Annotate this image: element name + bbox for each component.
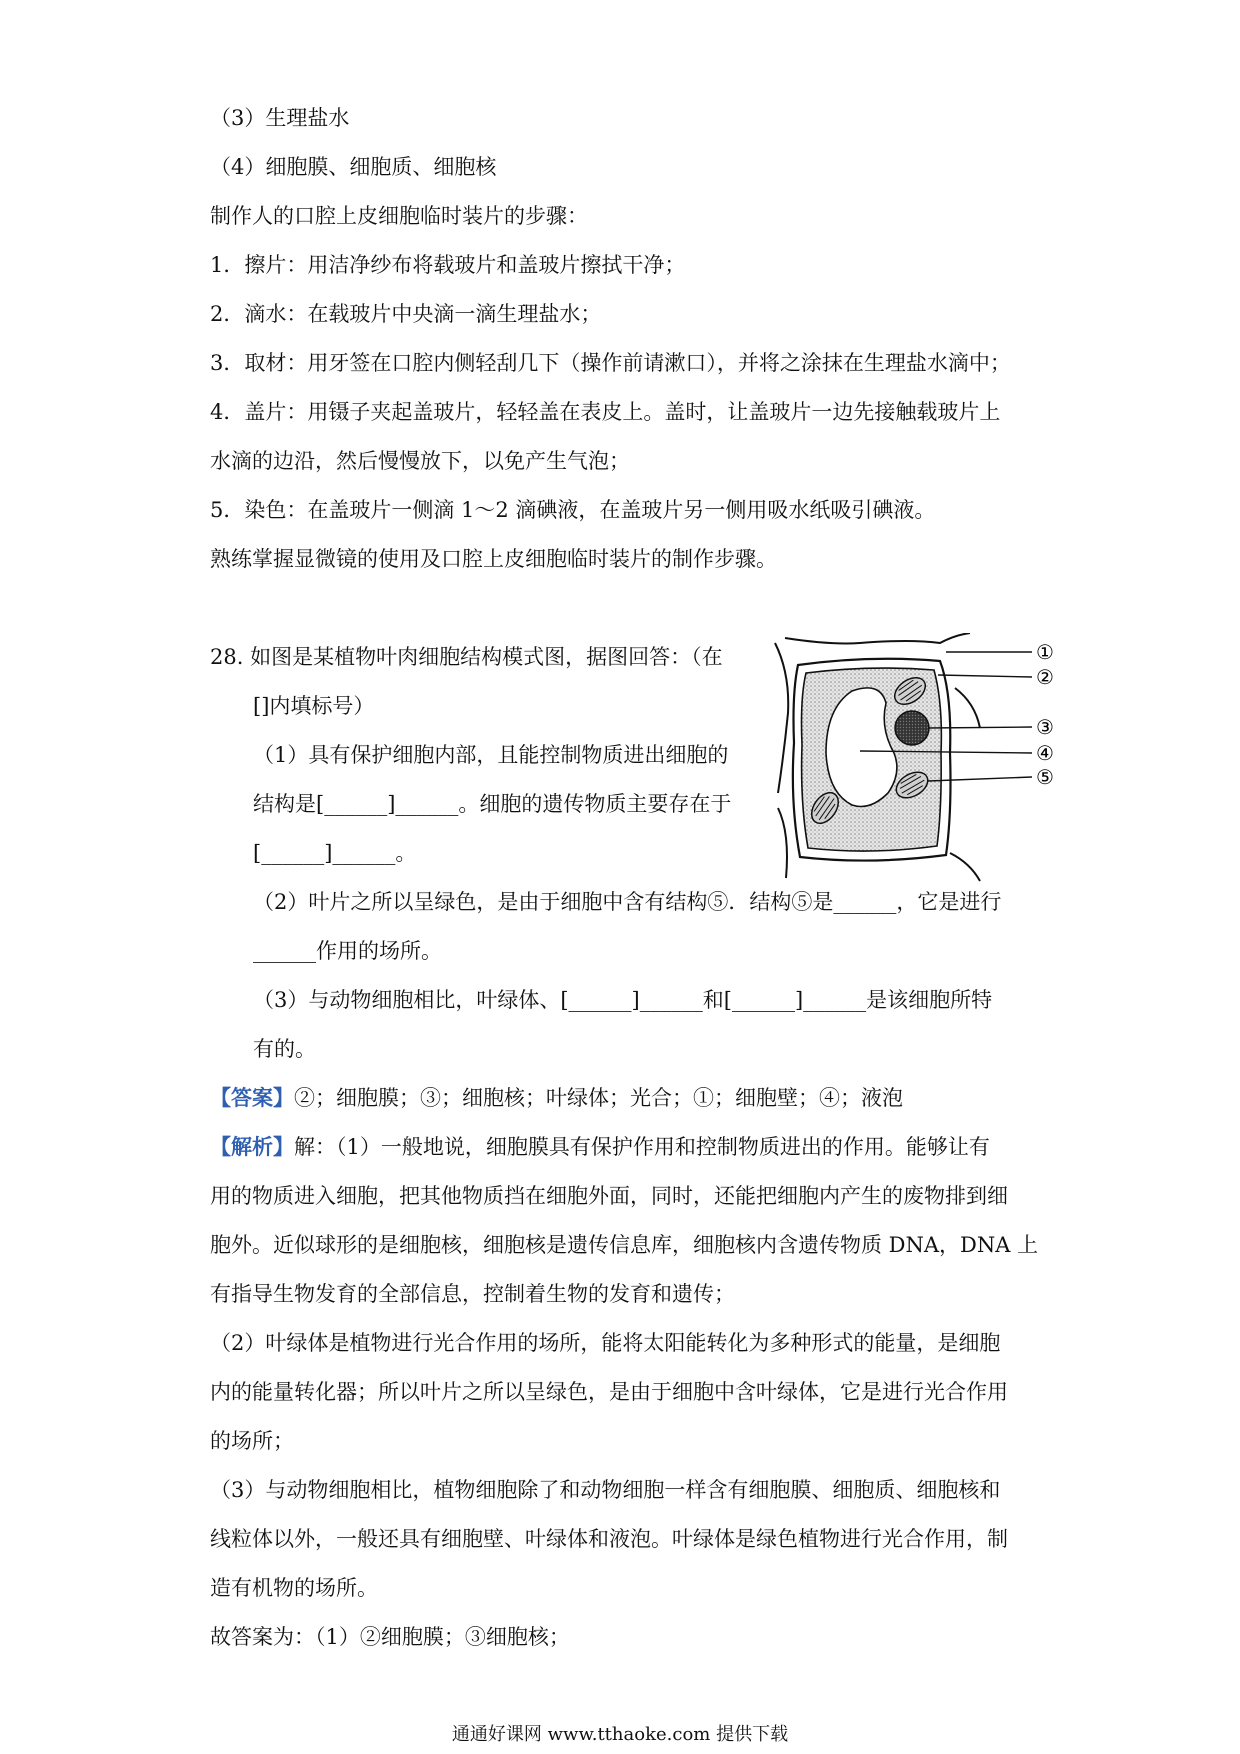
text-line: 熟练掌握显微镜的使用及口腔上皮细胞临时装片的制作步骤。 [210, 547, 777, 571]
question-line: （2）叶片之所以呈绿色，是由于细胞中含有结构⑤．结构⑤是______，它是进行 [253, 890, 1002, 914]
analysis-line: 造有机物的场所。 [210, 1576, 378, 1600]
text-line: 制作人的口腔上皮细胞临时装片的步骤： [210, 204, 588, 228]
text-line: 5．染色：在盖玻片一侧滴 1～2 滴碘液，在盖玻片另一侧用吸水纸吸引碘液。 [210, 498, 936, 522]
analysis-line: 的场所； [210, 1429, 294, 1453]
neighbor-cell-wall [950, 853, 980, 881]
analysis-line: 有指导生物发育的全部信息，控制着生物的发育和遗传； [210, 1282, 735, 1306]
question-line: 结构是[______]______。细胞的遗传物质主要存在于 [253, 792, 732, 816]
nucleus [895, 711, 929, 745]
text-line: （3）生理盐水 [210, 106, 350, 130]
analysis-line: 故答案为：（1）②细胞膜；③细胞核； [210, 1625, 570, 1649]
answer-text: ②；细胞膜；③；细胞核；叶绿体；光合；①；细胞壁；④；液泡 [294, 1086, 903, 1110]
question-line: ______作用的场所。 [253, 939, 442, 963]
answer-tag: 【答案】 [210, 1085, 294, 1110]
plant-cell-diagram [770, 633, 1070, 883]
text-line: （4）细胞膜、细胞质、细胞核 [210, 155, 497, 179]
answer-line [210, 1083, 903, 1113]
label-3: ③ [1036, 715, 1054, 739]
leader-line [928, 727, 1032, 728]
analysis-line [210, 1132, 990, 1162]
question-line: []内填标号） [253, 694, 375, 718]
question-line: （3）与动物细胞相比，叶绿体、[______]______和[______]______是该细胞所特 [253, 988, 993, 1012]
neighbor-cell-wall [955, 688, 980, 728]
question-line: （1）具有保护细胞内部，且能控制物质进出细胞的 [253, 743, 729, 767]
text-line: 4．盖片：用镊子夹起盖玻片，轻轻盖在表皮上。盖时，让盖玻片一边先接触载玻片上 [210, 400, 1001, 424]
analysis-line: 内的能量转化器；所以叶片之所以呈绿色，是由于细胞中含叶绿体，它是进行光合作用 [210, 1380, 1008, 1404]
analysis-line: （3）与动物细胞相比，植物细胞除了和动物细胞一样含有细胞膜、细胞质、细胞核和 [210, 1478, 1001, 1502]
label-4: ④ [1036, 741, 1054, 765]
label-2: ② [1036, 665, 1054, 689]
text-line: 水滴的边沿，然后慢慢放下，以免产生气泡； [210, 449, 630, 473]
neighbor-cell-wall [775, 643, 788, 793]
text-line: 1．擦片：用洁净纱布将载玻片和盖玻片擦拭干净； [210, 253, 686, 277]
neighbor-cell-wall [785, 633, 970, 643]
question-line: [______]______。 [253, 841, 417, 865]
page-footer: 通通好课网 www.tthaoke.com 提供下载 [451, 1724, 789, 1745]
question-line: 28. 如图是某植物叶肉细胞结构模式图，据图回答：（在 [210, 645, 723, 669]
leader-line [938, 675, 1032, 677]
question-line: 有的。 [253, 1037, 316, 1061]
analysis-line: 胞外。近似球形的是细胞核，细胞核是遗传信息库，细胞核内含遗传物质 DNA，DNA 上 [210, 1233, 1039, 1257]
text-line: 3．取材：用牙签在口腔内侧轻刮几下（操作前请漱口），并将之涂抹在生理盐水滴中； [210, 351, 1011, 375]
label-5: ⑤ [1036, 765, 1054, 789]
analysis-line: 用的物质进入细胞，把其他物质挡在细胞外面，同时，还能把细胞内产生的废物排到细 [210, 1184, 1008, 1208]
neighbor-cell-wall [778, 808, 787, 878]
analysis-text: 解：（1）一般地说，细胞膜具有保护作用和控制物质进出的作用。能够让有 [294, 1135, 990, 1159]
analysis-line: （2）叶绿体是植物进行光合作用的场所，能将太阳能转化为多种形式的能量，是细胞 [210, 1331, 1001, 1355]
text-line: 2．滴水：在载玻片中央滴一滴生理盐水； [210, 302, 602, 326]
analysis-tag: 【解析】 [210, 1134, 294, 1159]
analysis-line: 线粒体以外，一般还具有细胞壁、叶绿体和液泡。叶绿体是绿色植物进行光合作用，制 [210, 1527, 1008, 1551]
label-1: ① [1036, 640, 1054, 664]
